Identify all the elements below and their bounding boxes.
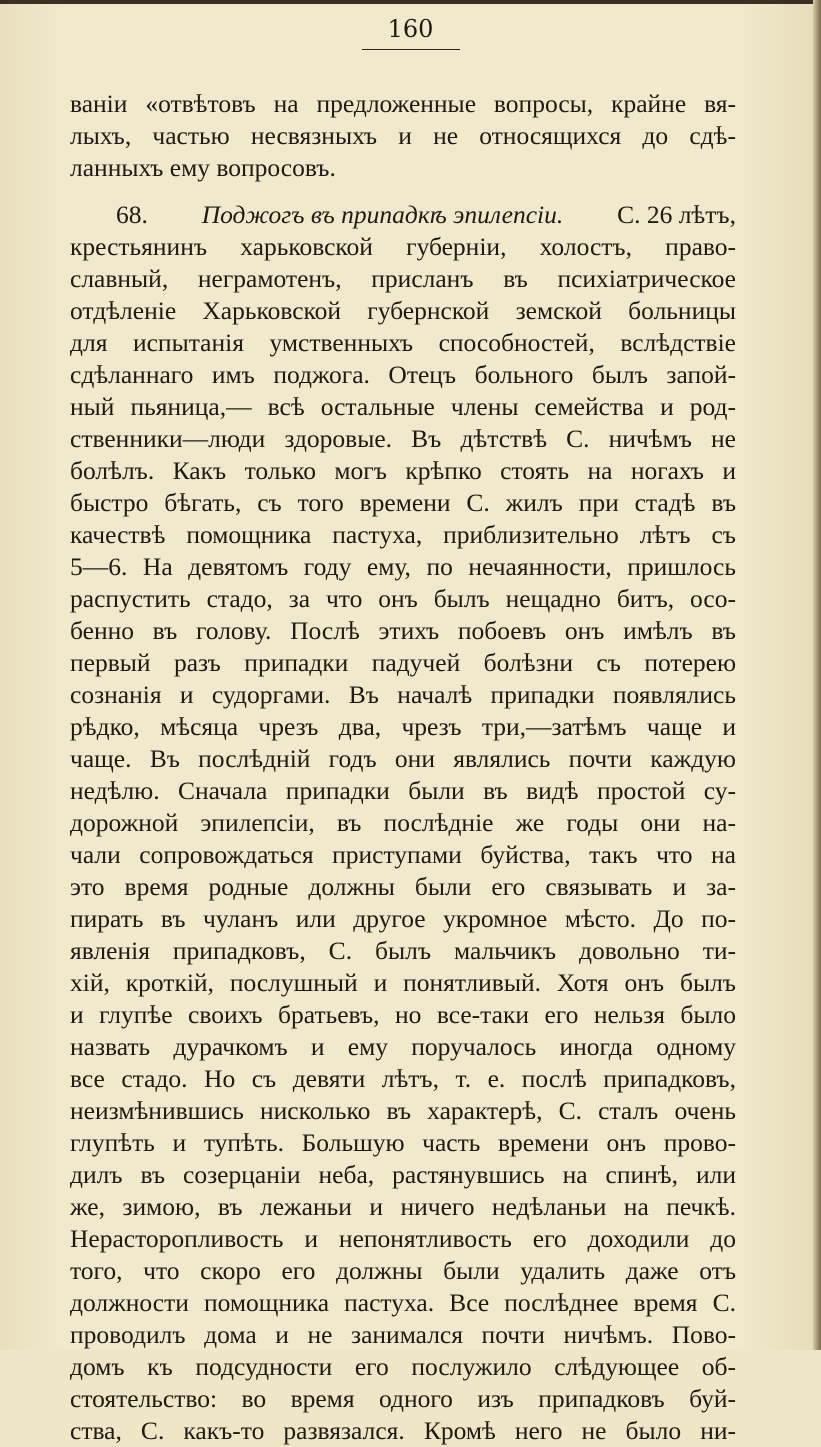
text-line: отдѣленiе Харьковской губернской земской больницы	[70, 296, 736, 325]
text-line: чаще. Въ послѣднiй годъ они являлись почти каждую	[70, 744, 736, 773]
text-line: для испытанiя умственныхъ способностей, вслѣдствiе	[70, 328, 736, 357]
text-line: ванiи «отвѣтовъ на предложенные вопросы, крайне вя-	[70, 89, 736, 118]
text-line: дилъ въ созерцанiи неба, растянувшись на спинѣ, или	[70, 1160, 736, 1189]
text-line: проводилъ дома и не занимался почти ничѣмъ. Пово-	[70, 1320, 736, 1349]
text-line: все стадо. Но съ девяти лѣтъ, т. е. послѣ припадковъ,	[70, 1064, 736, 1093]
text-line: сознанiя и судоргами. Въ началѣ припадки появлялись	[70, 680, 736, 709]
text-line: должности помощника пастуха. Все послѣднее время С.	[70, 1288, 736, 1317]
text-line: это время родные должны были его связывать и за-	[70, 872, 736, 901]
text-line: стоятельство: во время одного изъ припадковъ буй-	[70, 1384, 736, 1413]
text-line: 5—6. На девятомъ году ему, по нечаянности, пришлось	[70, 552, 736, 581]
continuation-paragraph	[70, 88, 736, 184]
text-line: явленiя припадковъ, С. былъ мальчикъ довольно ти-	[70, 936, 736, 965]
text-line: быстро бѣгать, съ того времени С. жилъ при стадѣ въ	[70, 488, 736, 517]
text-line: первый разъ припадки падучей болѣзни съ потерею	[70, 648, 736, 677]
text-line: лыхъ, частью несвязныхъ и не относящихся до сдѣ-	[70, 121, 736, 150]
text-line: и глупѣе своихъ братьевъ, но все-таки его нельзя было	[70, 1000, 736, 1029]
text-line: хiй, кроткiй, послушный и понятливый. Хотя онъ былъ	[70, 968, 736, 997]
text-line: ства, С. какъ-то развязался. Кромѣ него не было ни-	[70, 1416, 736, 1445]
text-line: славный, неграмотенъ, присланъ въ психiатрическое	[70, 264, 736, 293]
text-line: качествѣ помощника пастуха, приблизительно лѣтъ съ	[70, 520, 736, 549]
text-line: чали сопровождаться приступами буйства, такъ что на	[70, 840, 736, 869]
text-line: крестьянинъ харьковской губернiи, холостъ, право-	[70, 232, 736, 261]
text-line: глупѣть и тупѣть. Большую часть времени онъ прово-	[70, 1128, 736, 1157]
text-line: ственники—люди здоровые. Въ дѣтствѣ С. ничѣмъ не	[70, 424, 736, 453]
text-line: дорожной эпилепсiи, въ послѣднiе же годы они на-	[70, 808, 736, 837]
text-line: распустить стадо, за что онъ былъ нещадно битъ, осо-	[70, 584, 736, 613]
case-paragraph	[70, 199, 736, 1447]
page-number-rule	[362, 49, 460, 50]
text-line: ланныхъ ему вопросовъ.	[70, 153, 336, 182]
text-line: недѣлю. Сначала припадки были въ видѣ простой су-	[70, 776, 736, 805]
page-top-edge	[0, 0, 821, 4]
text-line: того, что скоро его должны были удалить даже отъ	[70, 1256, 736, 1285]
text-line: болѣлъ. Какъ только могъ крѣпко стоять на ногахъ и	[70, 456, 736, 485]
text-line: сдѣланнаго имъ поджога. Отецъ больного былъ запой-	[70, 360, 736, 389]
text-line: Нерасторопливость и непонятливость его доходили до	[70, 1224, 736, 1253]
page-spine-edge	[813, 0, 821, 1350]
page-number: 160	[387, 15, 434, 43]
case-number: 68.	[116, 200, 148, 229]
case-first-line-rest: С. 26 лѣтъ,	[617, 200, 736, 229]
case-title: Поджогъ въ припадкѣ эпилепсiи.	[201, 200, 564, 229]
case-body	[70, 231, 736, 1447]
text-line: пирать въ чуланъ или другое укромное мѣсто. До по-	[70, 904, 736, 933]
text-line: рѣдко, мѣсяца чрезъ два, чрезъ три,—затѣмъ чаще и	[70, 712, 736, 741]
text-line: домъ къ подсудности его послужило слѣдующее об-	[70, 1352, 736, 1381]
text-line: ный пьяница,— всѣ остальные члены семейства и род-	[70, 392, 736, 421]
text-line: неизмѣнившись нисколько въ характерѣ, С. сталъ очень	[70, 1096, 736, 1125]
case-heading-line	[70, 199, 736, 231]
text-line: бенно въ голову. Послѣ этихъ побоевъ онъ имѣлъ въ	[70, 616, 736, 645]
text-line: назвать дурачкомъ и ему поручалось иногда одному	[70, 1032, 736, 1061]
text-line: же, зимою, въ лежаньи и ничего недѣланьи на печкѣ.	[70, 1192, 736, 1221]
